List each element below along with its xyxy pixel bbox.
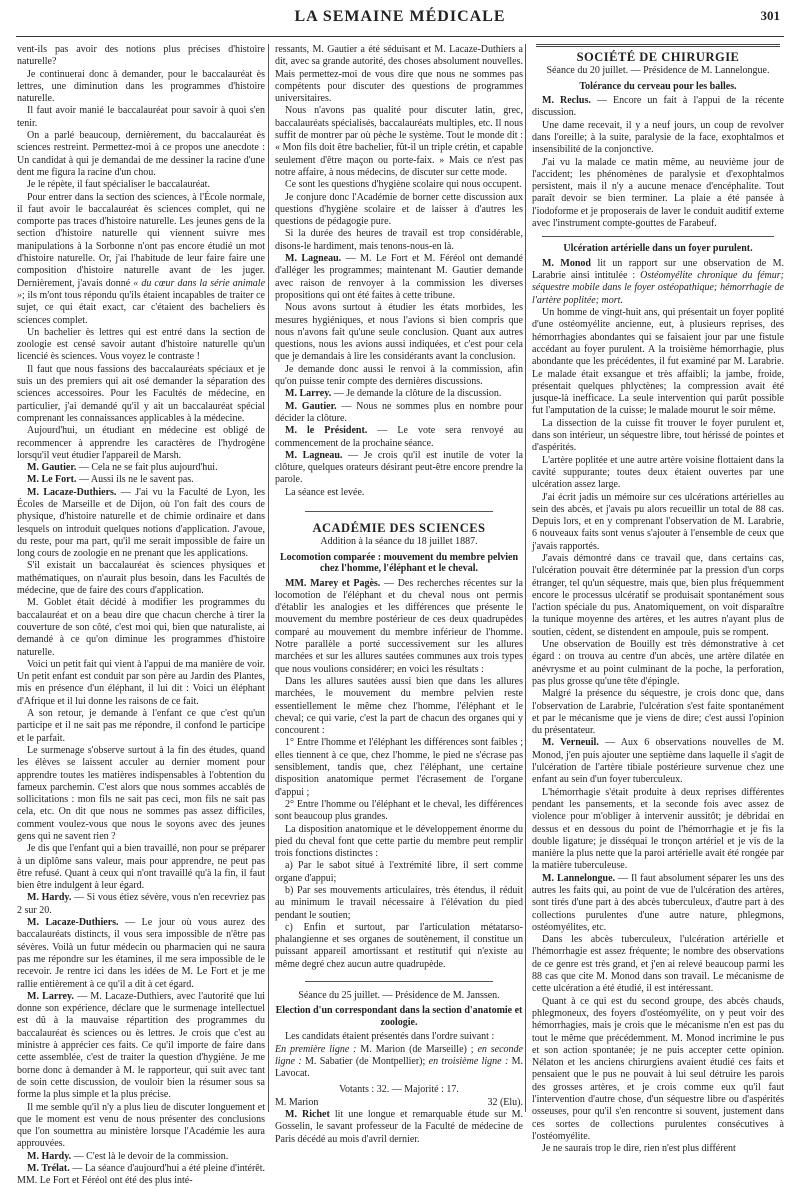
paragraph xyxy=(17,192,265,327)
candidate: M. Sabatier (de Montpellier); xyxy=(305,1055,426,1067)
speech-text: — Aussi ils ne le savent pas. xyxy=(78,474,194,486)
topic-title: Ulcération artérielle dans un foyer purulent. xyxy=(563,243,753,255)
speech xyxy=(532,873,784,934)
speech xyxy=(275,425,523,450)
paragraph: La séance est levée. xyxy=(285,486,365,498)
column-2 xyxy=(275,44,524,1145)
column-divider xyxy=(525,44,526,1112)
rank-label: en seconde ligne : xyxy=(275,1043,523,1067)
speech-text: — Il faut absolument séparer les uns des autres les faits qui, au point de vue de l'ulcération des artères, sont tirés d'une part à des abcès tuberculeux, d'autre part à des collections purulentes d'une autre nature, phlegmons, ostéomyélites, etc. xyxy=(532,872,784,933)
section-rule xyxy=(536,44,780,47)
paragraph: Je ne saurais trop le dire, rien n'est plus différent xyxy=(542,1143,736,1155)
paragraph-text: Pour entrer dans la section des sciences, à l'École normale, il faut avoir le baccalauréat ès sciences complet, qui ne comporte pas traces d'histoire naturelle. Les jeunes gens de la section d'histoire naturelle qui viennent suivre mes manipulations à la Sorbonne n'ont pas encore étudié un mot d'histoire naturelle. Or, j'ai l'habitude de leur faire faire une composition d'histoire naturelle avant de les juger. Dernièrement, j'avais donné xyxy=(17,191,265,289)
speech-text: — C'est là le devoir de la commission. xyxy=(73,1150,229,1162)
speech-text: lit un rapport sur une observation de M. Larabrie ainsi intitulée : xyxy=(532,257,785,282)
paragraph: J'avais démontré dans ce travail que, dans certains cas, l'ulcération pouvait être déterminée par la pression d'un corps étranger, tel qu'un séquestre, mais que, bien plus fréquemment encore le processus ulcératif se produisait spontanément sous l'action spéciale du pus. Anatomiquement, on voit disparaître la tunique moyenne des artères, et les autres n'ayant plus de soutien, cèdent, se distendent en ampoule, puis se rompent. xyxy=(532,552,784,638)
journal-title: LA SEMAINE MÉDICALE xyxy=(294,8,506,25)
speaker-name: M. Richet xyxy=(285,1109,330,1121)
speech-text: — M. Le Fort et M. Féréol ont demandé d'alléger les programmes; maintenant M. Gautier demande avec raison de renvoyer à la commission les diverses propositions qui ont été faites à cette tribune. xyxy=(275,253,523,301)
section-separator xyxy=(305,511,493,512)
paragraph: Dans les abcès tuberculeux, l'ulcération artérielle et l'hémorrhagie est assez fréquente; le nombre des observations de ce genre est très grand, et j'en ai relevé beaucoup parmi les 88 cas que cite M. Monod dans son travail. Le mécanisme de cette ulcération a été étudié, il est intéressant. xyxy=(532,934,784,995)
speech xyxy=(275,401,523,426)
observation-title: Ostéomyélite chronique du fémur; séquestre mobile dans le foyer ostéopathique; hémorrhagie de l'artère poplitée; mort. xyxy=(532,270,785,306)
paragraph: Ce sont les questions d'hygiène scolaire qui nous occupent. xyxy=(285,179,522,191)
paragraph: Je dis que l'enfant qui a bien travaillé, non pour se préparer à un diplôme sans valeur, mais pour apprendre, ne peut pas être refusé. Quant à ceux qui n'ont travaillé qu'à la fin, il faut bien être indulgent à leur égard. xyxy=(17,843,265,892)
speaker-name: M. Gautier. xyxy=(285,400,337,412)
speech-text: — M. Lacaze-Duthiers, avec l'autorité que lui donne son expérience, déclare que le surmenage intellectuel est dû à la mauvaise répartition des programmes du baccalauréat ès sciences ou ès lettres. Je crois que c'est au ministre à apprécier ces faits. Ce qu'il importe de faire dans cette assemblée, c'est de traiter la question d'hygiène. Je me borne donc à demander à M. le rapporteur, qui suit avec tant de soin cette discussion, de vouloir bien la résumer sous sa forme la plus simple et la plus précise. xyxy=(17,990,265,1101)
paragraph: Il me semble qu'il n'y a plus lieu de discuter longuement et que le moment est venu de nous présenter des conclusions que l'on soumettra au ministère lorsque l'Académie les aura approuvées. xyxy=(17,1101,265,1150)
paragraph: Il faut que nous fassions des baccalauréats spéciaux et je suis un des premiers qui ait osé demander la séparation des sciences accessoires. Pour les Facultés de médecine, en particulier, j'ai demandé qu'il y ait un baccalauréat spécial comprenant les connaissances applicables à la médecine. xyxy=(17,363,265,424)
paragraph: Malgré la présence du séquestre, je crois donc que, dans l'observation de Larabrie, l'ulcération s'est faite spontanément et par le mécanisme que je viens de dire; c'est aussi l'opinion du présentateur. xyxy=(532,688,784,737)
section-title: ACADÉMIE DES SCIENCES xyxy=(312,520,486,535)
section-subtitle: Addition à la séance du 18 juillet 1887. xyxy=(320,536,478,548)
speaker-name: M. Trélat. xyxy=(27,1163,70,1175)
paragraph: Dans les allures sautées aussi bien que dans les allures marchées, le mouvement du membre pelvien reste essentiellement le même chez l'homme, l'éléphant et le cheval; ce qui varie, c'est la part de chacun des organes qui y concourent : xyxy=(275,675,523,737)
result-name: M. Marion xyxy=(275,1096,319,1108)
paragraph: Il faut avoir manié le baccalauréat pour savoir à quoi s'en tenir. xyxy=(17,105,265,129)
speaker-name: M. Larrey. xyxy=(285,388,332,400)
paragraph: L'artère poplitée et une autre artère voisine flottaient dans la cavité suppurante; toutes deux étaient ouvertes par une ulcération assez large. xyxy=(532,454,784,491)
paragraph: La disposition anatomique et le développement énorme du pied du cheval font que cette partie du membre peut remplir trois fonctions distinctes : xyxy=(275,823,523,860)
speaker-name: MM. Marey et Pagès. xyxy=(285,577,381,589)
paragraph: M. Goblet était décidé à modifier les programmes du baccalauréat et on a beau dire que chacun cherche à tirer la couverture de son côté, c'est moi qui, bien que naturaliste, ai demandé à ce qu'on diminue les programmes d'histoire naturelle. xyxy=(17,597,265,658)
paragraph: Nous n'avons pas qualité pour discuter latin, grec, baccalauréats spécialisés, baccalauréats multiples, etc. Il nous suffit de montrer par où pèche le système. Tout le monde dit : « Mon fils doit être bachelier, fût-il un triple crétin, et capable seulement d'être maçon ou porte-faix. » Mais ce n'est pas notre affaire, à nous médecins, de discuter sur cette mode. xyxy=(275,105,523,178)
paragraph: c) Enfin et surtout, par l'articulation métatarso-phalangienne et ses organes de soutènement, il constitue un puissant appareil amortissant et restitutif qui n'existe au même degré chez aucun autre quadrupède. xyxy=(275,921,523,970)
paragraph: a) Par le sabot situé à l'extrémité libre, il sert comme organe d'appui; xyxy=(275,860,523,884)
speech xyxy=(275,388,523,400)
quoted-subject: « du cœur dans la série animale » xyxy=(17,277,266,301)
paragraph: Les candidats étaient présentés dans l'ordre suivant : xyxy=(285,1031,495,1043)
paragraph: La dissection de la cuisse fit trouver le foyer purulent et, dans son intérieur, un séquestre libre, tout hérissé de pointes et d'aspérités. xyxy=(532,417,784,454)
paragraph: On a parlé beaucoup, dernièrement, du baccalauréat ès sciences restreint. Permettez-moi à ce propos une anecdote : Un candidat à qui je demandai de me dessiner la racine d'une dent me figura la racine d'un chou. xyxy=(17,130,265,178)
speaker-name: M. Larrey. xyxy=(27,990,74,1002)
paragraph: vent-ils pas avoir des notions plus précises d'histoire naturelle? xyxy=(17,44,265,68)
candidate-list xyxy=(275,1044,523,1081)
paragraph: S'il existait un baccalauréat ès sciences physiques et mathématiques, on n'aurait plus besoin, dans les Facultés de médecine, que de faire des cours d'application. xyxy=(17,560,265,597)
paragraph: ressants, M. Gautier a été séduisant et M. Lacaze-Duthiers a dit, avec sa grande autorité, des choses absolument nouvelles. Mais permettez-moi de vous dire que nous ne sommes pas compétents pour discuter des questions de programmes universitaires. xyxy=(275,44,523,105)
paragraph: A son retour, je demande à l'enfant ce que c'est qu'un participe et il ne sait pas me répondre, il confond le participe et le parfait. xyxy=(17,708,265,744)
section-separator xyxy=(542,236,774,237)
speech-text: — La séance d'aujourd'hui a été pleine d'intérêt. MM. Le Fort et Féréol ont été des plus inté- xyxy=(17,1163,265,1187)
speech-text: — Aux 6 observations nouvelles de M. Monod, j'en puis ajouter une septième dans laquelle il s'agit de l'ulcération de l'artère tibiale postérieure survenue chez une enfant au sein d'un foyer tuberculeux. xyxy=(532,737,785,786)
speech xyxy=(275,578,523,676)
topic-title: Tolérance du cerveau pour les balles. xyxy=(579,80,737,92)
speech-text: — Le vote sera renvoyé au commencement de la prochaine séance. xyxy=(275,425,524,449)
section-title: SOCIÉTÉ DE CHIRURGIE xyxy=(576,50,740,64)
speaker-name: M. Lagneau. xyxy=(285,253,342,265)
page-header xyxy=(0,0,800,42)
paragraph: Aujourd'hui, un étudiant en médecine est obligé de recommencer à apprendre les caractères de l'hydrogène lorsqu'il veut étudier l'appareil de Marsh. xyxy=(17,425,265,461)
speech-text: — Le jour où vous aurez des baccalauréats distincts, il vous sera impossible de n'être pas sévères. Voilà un futur médecin ou pharmacien qui ne saura pas me répondre sur les étamines, il me sera impossible de le recevoir. Je rentre ici dans les idées de M. Le Fort et je me rallie entièrement à ce qu'il a dit à cet égard. xyxy=(17,917,265,990)
paragraph: Je conjure donc l'Académie de borner cette discussion aux questions d'hygiène scolaire et de laisser à d'autres les questions de pédagogie pure. xyxy=(275,191,523,228)
paragraph: Je continuerai donc à demander, pour le baccalauréat ès lettres, une diminution dans les programmes d'histoire naturelle. xyxy=(17,68,265,105)
speaker-name: M. Le Fort. xyxy=(27,474,77,486)
page-number: 301 xyxy=(760,8,780,23)
paragraph: 1° Entre l'homme et l'éléphant les différences sont faibles ; elles tiennent à ce que, chez l'homme, le pied ne s'écrase pas sensiblement, tandis que, chez l'éléphant, une certaine disposition anatomique permet l'écrasement de l'organe d'appui ; xyxy=(275,737,523,798)
speech-text: lit une longue et remarquable étude sur M. Gosselin, le savant professeur de la Faculté de médecine de Paris décédé au mois d'avril dernier. xyxy=(275,1109,523,1145)
section-subtitle: Séance du 20 juillet. — Présidence de M. Lannelongue. xyxy=(546,65,770,77)
speech-text: — Des recherches récentes sur la locomotion de l'éléphant et du cheval nous ont permis d'établir les analogies et les différences que présente le mouvement du membre postérieur de ces deux quadrupèdes comparé au mouvement du membre inférieur de l'homme. Notre parallèle a porté successivement sur les allures marchées et sur les allures sautées communes aux trois types que nous voulions considérer; en voici les résultats : xyxy=(275,577,523,675)
paragraph-text: ; ils m'ont tous répondu qu'ils étaient incapables de traiter ce sujet, ce qui était exact, car c'étaient des bacheliers ès sciences complet. xyxy=(17,289,265,326)
speaker-name: M. Reclus. xyxy=(542,95,591,107)
result-value: 32 (Elu). xyxy=(487,1096,523,1108)
paragraph: Si la durée des heures de travail est trop considérable, disons-le hardiment, mais tenons-nous-en là. xyxy=(275,228,523,252)
speaker-name: M. Verneuil. xyxy=(542,737,599,749)
speaker-name: M. Hardy. xyxy=(27,1150,72,1162)
rank-label: En première ligne : xyxy=(275,1043,357,1055)
column-divider xyxy=(268,44,269,1112)
speech-text: — J'ai vu la Faculté de Lyon, les Écoles de Marseille et de Dijon, où l'on fait des cours de physique, d'histoire naturelle et de chimie ordinaire et dans lesquels on introduit quelques notions d'application. J'avoue, du reste, pour ma part, qu'il me serait impossible de faire un long cours de zoologie en ne prenant que les applications. xyxy=(17,486,265,560)
topic-title: Locomotion comparée : mouvement du membre pelvien chez l'homme, l'éléphant et le cheval. xyxy=(279,551,519,575)
speaker-name: M. Lagneau. xyxy=(285,449,343,461)
speech-text: — Cela ne se fait plus aujourd'hui. xyxy=(78,462,218,474)
paragraph: Voici un petit fait qui vient à l'appui de ma manière de voir. Un petit enfant est conduit par son père au Jardin des Plantes, mis en présence d'un éléphant, il lui dit : Voici un éléphant d'Afrique et il lui donne les raisons de ce fait. xyxy=(17,658,265,707)
paragraph: J'ai écrit jadis un mémoire sur ces ulcérations artérielles au sein des abcès, et j'avais pu alors recueillir un total de 88 cas. Depuis lors, et en y comprenant l'observation de M. Larabrie, 6 nouveaux faits sont venus s'ajouter à l'ensemble de ceux que j'avais rapportés. xyxy=(532,491,784,552)
speech xyxy=(17,474,265,486)
speech-text: — Je demande la clôture de la discussion. xyxy=(333,388,502,400)
speech xyxy=(17,1151,265,1163)
paragraph: Une observation de Bouilly est très démonstrative à cet égard : on trouva au centre d'un abcès, une artère dilatée en anévrysme et au point culminant de la poche, la perforation, pas plus grosse qu'une tête d'épingle. xyxy=(532,639,784,687)
topic-title: Election d'un correspondant dans la section d'anatomie et zoologie. xyxy=(275,1005,523,1028)
paragraph: Nous avons surtout à étudier les états morbides, les mesures hygiéniques, et nous l'avions si bien compris que nous n'avons fait qu'une seule conclusion. Quant aux autres questions, nous les avions aussi indiquées, et c'est pour cela que je demandais à lire les considérants avant la conclusion. xyxy=(275,302,523,363)
speaker-name: M. Lannelongue. xyxy=(542,872,616,884)
candidate: M. Marion (de Marseille) ; xyxy=(360,1043,474,1055)
speech-text: — Nous ne sommes plus en nombre pour décider la clôture. xyxy=(275,400,523,424)
paragraph: Un bachelier ès lettres qui est entré dans la section de zoologie est censé savoir autant d'histoire naturelle qu'un licencié ès sciences. Vous voyez le contraste ! xyxy=(17,326,265,363)
vote-count: Votants : 32. — Majorité : 17. xyxy=(339,1083,459,1095)
paragraph: Quant à ce qui est du second groupe, des abcès chauds, phlegmoneux, des foyers d'ostéomyélite, on y peut voir des hémorrhagies, mais je crois que le mécanisme n'en est pas du tout le même que précédemment. M. Monod incrimine le pus et son action spontanée; je ne puis accepter cette opinion. Nélaton et les anciens chirurgiens avaient étudié ces faits et pensaient que le pus ne pouvait à lui seul détruire les parois des grosses artères, et je crois comme eux qu'il faut l'intervention d'autre chose, d'un séquestre libre ou d'aspérités osseuses, pour qu'il s'en rencontre si souvent, justement dans ces sortes de collections purulentes consécutives à l'ostéomyélite. xyxy=(532,995,784,1142)
speech xyxy=(532,95,784,120)
speech xyxy=(532,737,784,786)
speaker-name: M. le Président. xyxy=(285,425,368,437)
paragraph: Le surmenage s'observe surtout à la fin des études, quand les élèves se laissent acculer au dernier moment pour apprendre toutes les matières indispensables à l'obtention du fameux parchemin. C'est alors que nous sommes accablés de sollicitations : mon fils ne sait pas ceci, mon fils ne sait pas cela, etc. On dit que nous ne sommes pas assez difficiles, comment voulez-vous que nous le soyons avec des jeunes gens qui ne savent rien ? xyxy=(17,744,265,842)
speech xyxy=(275,253,523,302)
speaker-name: M. Lacaze-Duthiers. xyxy=(27,917,119,929)
speech-text: — Je crois qu'il est inutile de voter la clôture, quelques orateurs désirant peut-être encore prendre la parole. xyxy=(275,449,523,486)
column-3 xyxy=(532,44,785,1155)
election-result xyxy=(275,1097,523,1109)
paragraph: 2° Entre l'homme ou l'éléphant et le cheval, les différences sont beaucoup plus grandes. xyxy=(275,798,523,823)
section-separator xyxy=(305,981,493,982)
speech xyxy=(17,487,265,561)
speaker-name: M. Hardy. xyxy=(27,892,72,904)
column-1 xyxy=(17,44,266,1187)
paragraph: Un homme de vingt-huit ans, qui présentait un foyer poplité d'une ostéomyélite ancienne, eut, à plusieurs reprises, des hémorrhagies abondantes qui se faisaient jour par une fistule accédant au foyer purulent. A la troisième hémorrhagie, plus abondante que les précédentes, il fut examiné par M. Larabrie. Le malade était exsangue et très affaibli; la jambe, froide, présentait quelques phlyctènes; la compression avait été jusque-là inefficace. La seule intervention qui parût possible fut l'amputation de la cuisse; le malade mourut le soir même. xyxy=(532,307,784,417)
paragraph: Je le répète, il faut spécialiser le baccalauréat. xyxy=(27,179,210,191)
paragraph: b) Par ses mouvements articulaires, très étendus, il réduit au minimum le travail nécessaire à l'élévation du pied pendant le soutien; xyxy=(275,885,523,921)
header-rule xyxy=(16,36,784,37)
speech-text: — Si vous étiez sévère, vous n'en recevriez pas 2 sur 20. xyxy=(17,892,266,916)
speech-text: — Encore un fait à l'appui de la récente discussion. xyxy=(532,95,784,119)
speech xyxy=(17,917,265,991)
paragraph: Je demande donc aussi le renvoi à la commission, afin qu'on puisse tenir compte des dernières discussions. xyxy=(275,363,523,388)
paragraph: Une dame recevait, il y a neuf jours, un coup de revolver dans l'oreille; à la suite, paralysie de la face, exophtalmos et insensibilité de la conjonctive. xyxy=(532,119,784,156)
session-line: Séance du 25 juillet. — Présidence de M. Janssen. xyxy=(298,990,500,1002)
speech xyxy=(275,1109,523,1146)
speaker-name: M. Gautier. xyxy=(27,462,77,474)
speech xyxy=(17,991,265,1102)
speaker-name: M. Monod xyxy=(542,257,591,269)
speech xyxy=(17,892,265,917)
speech xyxy=(275,450,523,487)
paragraph: L'hémorrhagie s'était produite à deux reprises différentes pendant les pansements, et la seconde fois avec assez de violence pour m'obliger à intervenir aussitôt; je débridai en dessus et en dessous du point de l'hémorrhagie et je fis la double ligature; je disséquai le tronçon artériel et je vis de la manière la plus nette que la paroi artérielle avait été rongée par la matière tuberculeuse. xyxy=(532,786,784,872)
speech xyxy=(532,258,784,307)
speech xyxy=(17,462,265,474)
speaker-name: M. Lacaze-Duthiers. xyxy=(27,486,117,498)
candidate: M. Lavocat. xyxy=(275,1055,524,1080)
paragraph: J'ai vu la malade ce matin même, au neuvième jour de l'accident; les phénomènes de paralysie et d'exophtalmos persistent, mais il n'y a aucune menace d'encéphalite. Tout paraît devoir se bien terminer. La plaie a été pansée à l'iodoforme et je proposerais de laver le conduit auditif externe avec l'instrument compte-gouttes de Farabeuf. xyxy=(532,156,784,230)
speech xyxy=(17,1163,265,1188)
rank-label: en troisième ligne : xyxy=(428,1055,509,1067)
